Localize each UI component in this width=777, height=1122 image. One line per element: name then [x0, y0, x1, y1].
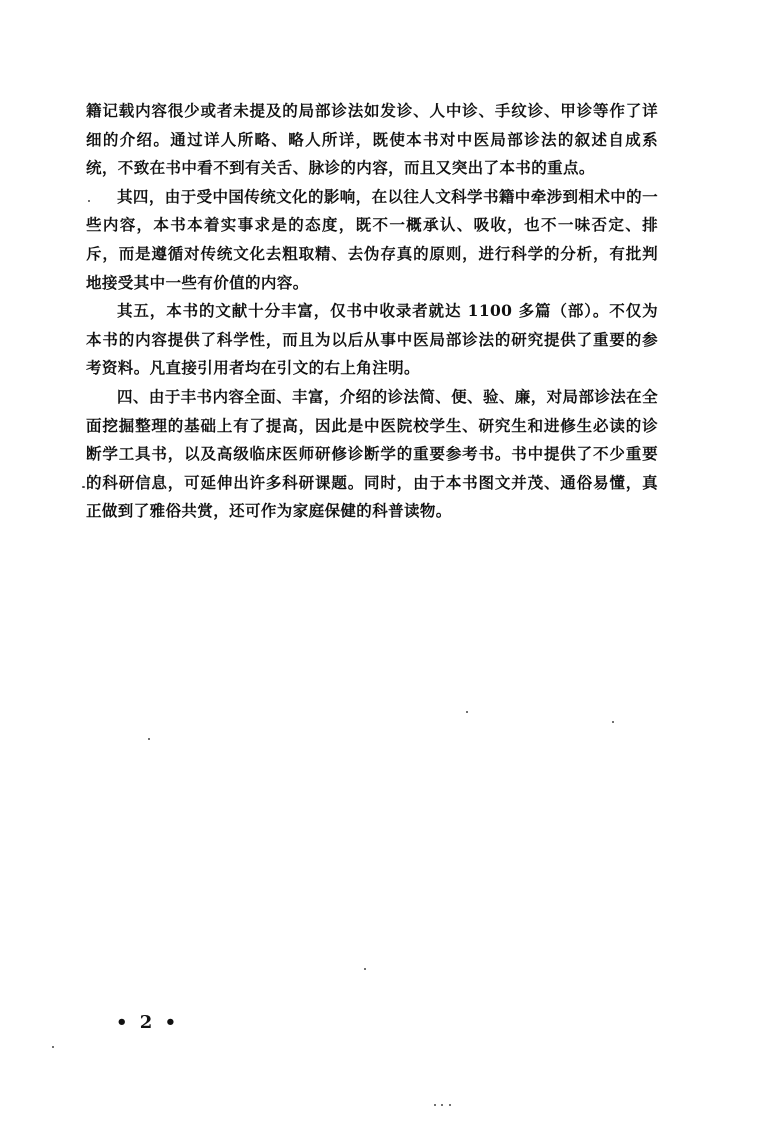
scan-speck [434, 1104, 436, 1106]
scan-speck [364, 968, 366, 970]
scan-speck [148, 738, 150, 740]
scan-speck [88, 200, 90, 202]
page-number: • 2 • [116, 1012, 180, 1033]
scan-speck [466, 711, 468, 713]
scan-speck [82, 486, 85, 488]
scan-speck [52, 1046, 54, 1048]
paragraph-continued: 籍记载内容很少或者未提及的局部诊法如发诊、人中诊、手纹诊、甲诊等作了详细的介绍。通过详人所略、略人所详，既使本书对中医局部诊法的叙述自成系统，不致在书中看不到有关舌、脉诊的内容，而且又突出了本书的重点。 [86, 101, 658, 178]
paragraph-point-five: 其五，本书的文献十分丰富，仅书中收录者就达 1100 多篇（部）。不仅为本书的内容提供了科学性，而且为以后从事中医局部诊法的研究提供了重要的参考资料。凡直接引用者均在引文的右上角注明。 [86, 301, 658, 378]
paragraph-point-four: 其四，由于受中国传统文化的影响，在以往人文科学书籍中牵涉到相术中的一些内容，本书本着实事求是的态度，既不一概承认、吸收，也不一味否定、排斥，而是遵循对传统文化去粗取精、去伪存真的原则，进行科学的分析，有批判地接受其中一些有价值的内容。 [86, 186, 658, 292]
body-text [86, 97, 658, 526]
scan-speck [612, 721, 614, 723]
scan-speck [441, 1104, 443, 1106]
paragraph-section-four: 四、由于丰书内容全面、丰富，介绍的诊法简、便、验、廉，对局部诊法在全面挖掘整理的基础上有了提高，因此是中医院校学生、研究生和进修生必读的诊断学工具书，以及高级临床医师研修诊断学的重要参考书。书中提供了不少重要的科研信息，可延伸出许多科研课题。同时，由于本书图文并茂、通俗易懂，真正做到了雅俗共赏，还可作为家庭保健的科普读物。 [86, 386, 658, 521]
scan-speck [449, 1104, 451, 1106]
